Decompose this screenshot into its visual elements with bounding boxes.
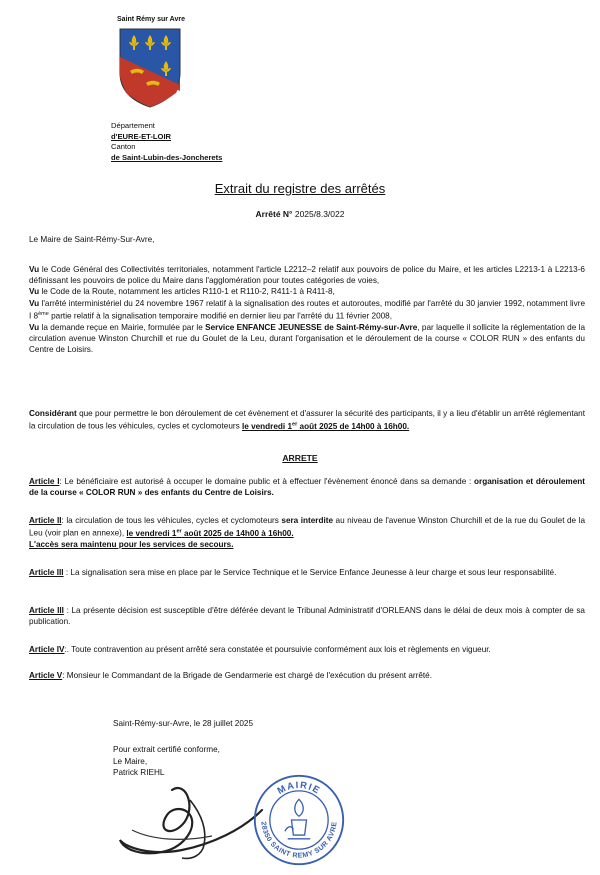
mayor-name: Patrick RIEHL bbox=[113, 768, 165, 777]
article-bold: organisation et déroulement de la course « COLOR RUN » des enfants du Centre de Loisirs. bbox=[29, 477, 585, 498]
vu-text: , par laquelle il sollicite la réglementation de la circulation avenue Winston Churchill et rue du Goulet de la Leu, durant l'organisation et le déroulement de la course « COLOR RUN » des enfants du Centre de Loisirs. bbox=[29, 322, 585, 355]
vu-text: la demande reçue en Mairie, formulée par le bbox=[39, 322, 206, 332]
article-label: Article III bbox=[29, 568, 64, 577]
vu-superscript: ème bbox=[38, 310, 49, 317]
certified-line: Pour extrait certifié conforme, bbox=[113, 745, 220, 754]
mayor-title: Le Maire, bbox=[113, 756, 148, 766]
article-label: Article III bbox=[29, 606, 64, 615]
article-text: Monsieur le Commandant de la Brigade de Gendarmerie est chargé de l'exécution du présent arrêté. bbox=[64, 671, 432, 680]
article-3: Article III : La signalisation sera mise en place par le Service Technique et le Service Enfance Jeunesse à leur charge et sous leur responsabilité. bbox=[29, 568, 557, 577]
vu-lead: Vu bbox=[29, 298, 40, 308]
article-2: Article II: la circulation de tous les véhicules, cycles et cyclomoteurs sera interdite au niveau de l'avenue Winston Churchill et de la rue du Goulet de la Leu (voir plan en annexe), le vendredi 1er août 2025 de 14h00 à 16h00. L'accès sera maintenu pour les services de secours. bbox=[29, 516, 585, 550]
canton-label: Canton bbox=[111, 142, 136, 151]
commune-name: Saint Rémy sur Avre bbox=[117, 16, 185, 23]
arrete-heading: ARRETE bbox=[282, 453, 318, 463]
article-date: le vendredi 1er août 2025 de 14h00 à 16h00. bbox=[126, 528, 294, 538]
department-prefix: d' bbox=[111, 131, 118, 141]
vu-lead: Vu bbox=[29, 322, 40, 332]
department-block bbox=[111, 121, 222, 163]
article-5: Article V: Monsieur le Commandant de la Brigade de Gendarmerie est chargé de l'exécution du présent arrêté. bbox=[29, 671, 432, 680]
article-label: Article II bbox=[29, 516, 62, 525]
article-text: La signalisation sera mise en place par le Service Technique et le Service Enfance Jeunesse à leur charge et sous leur responsabilité. bbox=[68, 568, 557, 577]
article-text: au niveau de l'avenue Winston Churchill et de la rue du Goulet de la Leu (voir plan en annexe), bbox=[29, 516, 585, 538]
vu-bold: Service ENFANCE JEUNESSE de Saint-Rémy-sur-Avre bbox=[205, 322, 418, 332]
intro-text: Le Maire de Saint-Rémy-Sur-Avre, bbox=[29, 235, 155, 244]
article-3b: Article III : La présente décision est susceptible d'être déférée devant le Tribunal Administratif d'ORLEANS dans le délai de deux mois à compter de sa publication. bbox=[29, 606, 585, 627]
vu-lead: Vu bbox=[29, 287, 40, 297]
canton-name: de Saint-Lubin-des-Joncherets bbox=[111, 152, 223, 162]
article-text: Le bénéficiaire est autorisé à occuper le domaine public et à effectuer l'évènement énoncé dans sa demande : bbox=[61, 477, 474, 486]
place-date: Saint-Rémy-sur-Avre, le 28 juillet 2025 bbox=[113, 719, 254, 728]
article-access-line: L'accès sera maintenu pour les services de secours. bbox=[29, 540, 234, 550]
vu-text: partie relatif à la signalisation temporaire modifié en dernier lieu par l'arrêté du 11 février 2008, bbox=[48, 311, 393, 321]
vu-paragraph bbox=[29, 298, 585, 322]
mairie-stamp-seal bbox=[252, 773, 346, 867]
article-bold: sera interdite bbox=[281, 516, 334, 525]
vu-paragraph bbox=[29, 264, 585, 286]
arrete-number-line bbox=[0, 209, 600, 219]
vu-paragraph bbox=[29, 322, 585, 356]
department-label: Département bbox=[111, 121, 155, 130]
considerant-text: que pour permettre le bon déroulement de cet évènement et d'assurer la sécurité des participants, il y a lieu d'établir un arrêté réglementant la circulation de tous les véhicules, cycles et cyclomoteurs bbox=[29, 409, 585, 431]
stamp-top-text: MAIRIE bbox=[275, 778, 323, 797]
svg-text:MAIRIE bbox=[275, 779, 323, 796]
arrete-label: Arrêté N° bbox=[255, 209, 293, 219]
considerant-paragraph bbox=[29, 408, 585, 432]
article-text: la circulation de tous les véhicules, cycles et cyclomoteurs bbox=[63, 516, 282, 525]
vu-text: le Code de la Route, notamment les articles R110-1 et R110-2, R411-1 à R411-8, bbox=[39, 287, 335, 297]
article-label: Article V bbox=[29, 671, 63, 680]
vu-lead: Vu bbox=[29, 265, 40, 274]
article-label: Article IV bbox=[29, 645, 65, 654]
stamp-bottom-text: 28350 SAINT REMY SUR AVRE bbox=[259, 821, 339, 860]
arrete-number: 2025/8.3/022 bbox=[294, 209, 345, 219]
article-4: Article IV:. Toute contravention au présent arrêté sera constatée et poursuivie conformément aux lois et règlements en vigueur. bbox=[29, 645, 491, 654]
article-text: La présente décision est susceptible d'être déférée devant le Tribunal Administratif d'ORLEANS dans le délai de deux mois à compter de sa publication. bbox=[29, 606, 585, 627]
vu-text: l'arrêté interministériel du 24 novembre 1967 relatif à la signalisation des routes et autoroutes, modifié par l'arrêté du 30 janvier 1992, notamment livre I 8 bbox=[29, 298, 585, 321]
vu-section bbox=[29, 264, 585, 355]
considerant-lead: Considérant bbox=[29, 409, 77, 418]
handwritten-signature bbox=[112, 770, 272, 870]
vu-text: le Code Général des Collectivités territoriales, notamment l'article L2212–2 relatif aux pouvoirs de police du Maire, et les articles L2213-1 à L2213-6 définissant les pouvoirs de police du Maire dans l'agglomération pour toutes catégories de voies, bbox=[29, 265, 585, 286]
considerant-date: le vendredi 1er août 2025 de 14h00 à 16h00. bbox=[241, 421, 410, 431]
document-title: Extrait du registre des arrêtés bbox=[214, 181, 386, 196]
article-1: Article I: Le bénéficiaire est autorisé à occuper le domaine public et à effectuer l'évènement énoncé dans sa demande : organisation et déroulement de la course « COLOR RUN » des enfants du Centre de Loisirs. bbox=[29, 477, 585, 498]
department-name: EURE-ET-LOIR bbox=[117, 131, 172, 141]
article-text: . Toute contravention au présent arrêté sera constatée et poursuivie conformément aux lois et règlements en vigueur. bbox=[66, 645, 491, 654]
coat-of-arms-logo bbox=[118, 27, 182, 109]
article-label: Article I bbox=[29, 477, 60, 486]
department-name-line bbox=[111, 132, 222, 143]
vu-paragraph bbox=[29, 286, 585, 297]
